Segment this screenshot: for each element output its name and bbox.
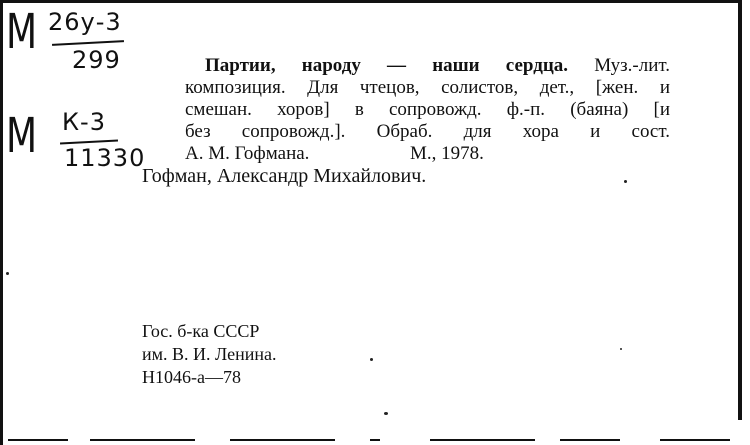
library-name: Гос. б-ка СССР	[142, 321, 260, 341]
card-right-edge	[738, 0, 742, 420]
entry-first-line-content	[205, 55, 670, 77]
entry-line	[185, 77, 670, 99]
card-bottom-edge-segment	[370, 439, 380, 441]
scan-speck	[624, 180, 627, 183]
card-bottom-edge-segment	[430, 439, 535, 441]
card-number: Н1046-а—78	[142, 367, 241, 387]
added-entry-heading: Гофман, Александр Михайлович.	[142, 165, 427, 187]
shelfmark-letter: М	[6, 108, 38, 164]
library-dedication: им. В. И. Ленина.	[142, 344, 277, 364]
shelfmark-top-code: 26у-3	[48, 8, 122, 36]
entry-line	[185, 99, 670, 121]
scan-speck	[6, 272, 9, 275]
entry-first-line	[205, 55, 670, 77]
card-top-edge	[0, 0, 740, 3]
card-bottom-edge-segment	[560, 439, 620, 441]
entry-author-credit: А. М. Гофмана.	[185, 143, 310, 164]
shelfmark-bottom-code: 299	[72, 46, 121, 74]
entry-line-text: композиция. Для чтецов, солистов, дет., [жен. и	[185, 77, 670, 98]
entry-imprint: М., 1978.	[410, 143, 484, 164]
shelfmark-bottom-code: 11330	[64, 144, 146, 172]
entry-genre: Муз.-лит.	[594, 55, 671, 76]
scan-speck	[384, 412, 388, 415]
card-bottom-edge-segment	[660, 439, 730, 441]
shelfmark-top-code: К-3	[62, 108, 106, 136]
entry-line	[185, 121, 670, 143]
entry-line-text: смешан. хоров] в сопровожд. ф.-п. (баяна) [и	[185, 99, 670, 120]
card-bottom-edge-segment	[8, 439, 68, 441]
scan-speck	[370, 358, 373, 361]
entry-title: Партии, народу — наши сердца.	[205, 55, 569, 76]
scan-speck	[620, 348, 622, 350]
card-bottom-edge-segment	[90, 439, 195, 441]
shelfmark-letter: М	[6, 4, 38, 60]
card-bottom-edge-segment	[230, 439, 335, 441]
card-left-edge	[0, 0, 3, 445]
entry-line-text: без сопровожд.]. Обраб. для хора и сост.	[185, 121, 670, 142]
